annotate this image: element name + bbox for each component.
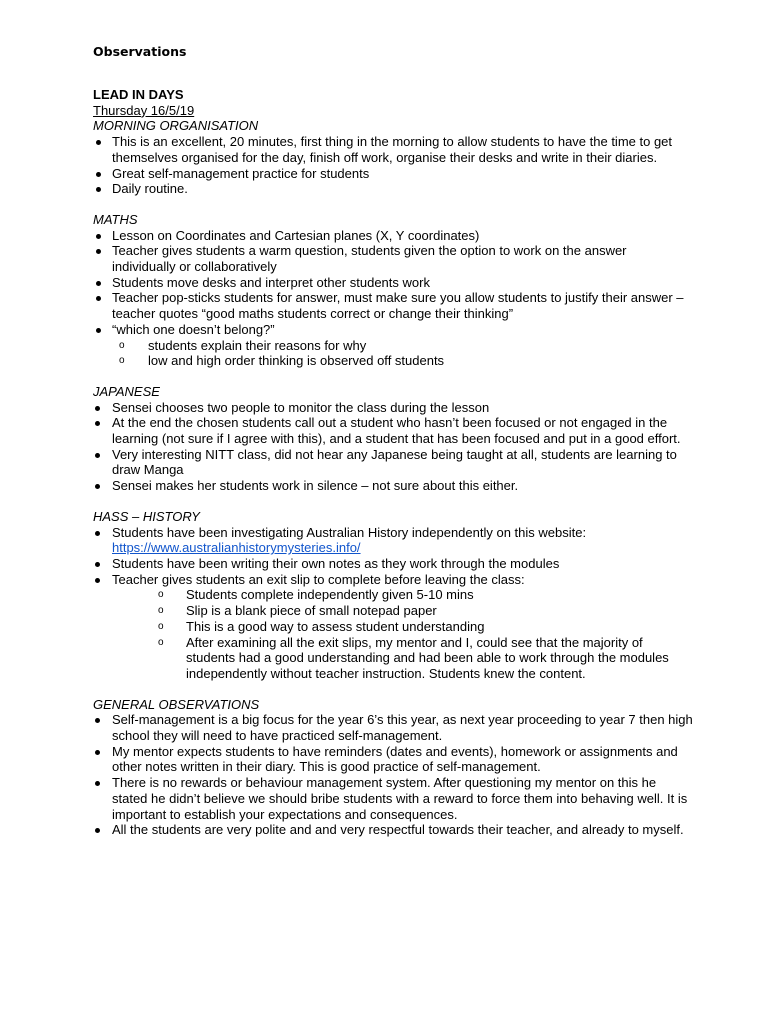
morning-list: [93, 134, 693, 197]
maths-list: [93, 228, 693, 369]
sub-list-item: o This is a good way to assess student understanding: [93, 619, 693, 635]
page-header: Observations: [93, 44, 187, 59]
list-item: [92, 525, 693, 556]
japanese-list: [93, 400, 693, 494]
document-title: LEAD IN DAYS: [93, 87, 184, 102]
general-list: [93, 712, 693, 838]
list-item: Teacher pop-sticks students for answer, must make sure you allow students to justify their answer – teacher quotes “good maths students correct or change their thinking”: [93, 290, 693, 321]
list-item: All the students are very polite and and very respectful towards their teacher, and already to myself.: [92, 822, 693, 838]
list-item: There is no rewards or behaviour management system. After questioning my mentor on this he stated he didn’t believe we should bribe students with a reward to force them into behaving well. It is important to establish your expectations and consequences.: [92, 775, 693, 822]
section-heading-general: GENERAL OBSERVATIONS: [93, 696, 260, 712]
sub-list-item: o After examining all the exit slips, my mentor and I, could see that the majority of students had a good understanding and had been able to work through the modules independently without teacher instruction. Students knew the content.: [93, 635, 693, 682]
list-item-text: Students have been investigating Australian History independently on this website:: [112, 524, 587, 540]
list-item: Very interesting NITT class, did not hear any Japanese being taught at all, students are learning to draw Manga: [92, 447, 693, 478]
section-heading-hass: HASS – HISTORY: [93, 508, 200, 524]
list-item: Daily routine.: [93, 181, 693, 197]
hass-list: [93, 525, 693, 682]
sub-list-item: o Students complete independently given 5-10 mins: [93, 587, 693, 603]
list-item: Sensei chooses two people to monitor the class during the lesson: [92, 400, 693, 416]
sub-list-item: o students explain their reasons for why: [93, 338, 693, 354]
list-item: Sensei makes her students work in silence – not sure about this either.: [92, 478, 693, 494]
list-item: My mentor expects students to have reminders (dates and events), homework or assignments and other notes written in their diary. This is good practice of self-management.: [92, 744, 693, 775]
section-heading-japanese: JAPANESE: [93, 383, 160, 399]
list-item: This is an excellent, 20 minutes, first thing in the morning to allow students to have the time to get themselves organised for the day, finish off work, organise their desks and write in their diaries.: [93, 134, 693, 165]
list-item: Teacher gives students a warm question, students given the option to work on the answer individually or collaboratively: [93, 243, 693, 274]
list-item: Great self-management practice for students: [93, 166, 693, 182]
sub-list-item: o Slip is a blank piece of small notepad paper: [93, 603, 693, 619]
list-item: Lesson on Coordinates and Cartesian planes (X, Y coordinates): [93, 228, 693, 244]
document-body: [93, 87, 693, 838]
sub-list-item: o low and high order thinking is observed off students: [93, 353, 693, 369]
list-item: Self-management is a big focus for the year 6’s this year, as next year proceeding to year 7 then high school they will need to have practiced self-management.: [92, 712, 693, 743]
list-item: “which one doesn’t belong?”: [93, 322, 693, 338]
list-item: At the end the chosen students call out a student who hasn’t been focused or not engaged in the learning (not sure if I agree with this), and a student that has been focused and put in a good effort.: [92, 415, 693, 446]
observation-date: Thursday 16/5/19: [93, 102, 195, 118]
section-heading-maths: MATHS: [93, 211, 138, 227]
list-item: Students move desks and interpret other students work: [93, 275, 693, 291]
section-heading-morning: MORNING ORGANISATION: [93, 118, 259, 134]
list-item: Students have been writing their own notes as they work through the modules: [92, 556, 693, 572]
list-item: Teacher gives students an exit slip to complete before leaving the class:: [92, 572, 693, 588]
website-link[interactable]: https://www.australianhistorymysteries.info/: [112, 540, 361, 556]
